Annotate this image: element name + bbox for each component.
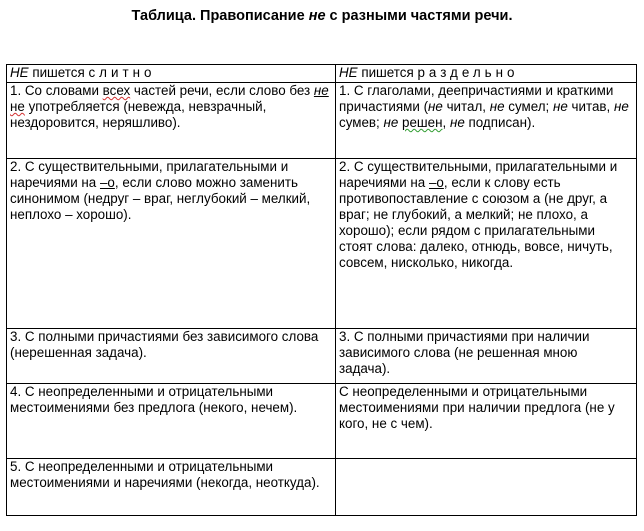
page-title xyxy=(0,8,644,24)
rule-cell-together-3: 3. С полными причастиями без зависимого слова (нерешенная задача). xyxy=(7,329,336,384)
header-cell-separate: НЕ пишется раздельно xyxy=(336,65,637,83)
rule-cell-together-4: 4. С неопределенными и отрицательными местоимениями без предлога (некого, нечем). xyxy=(7,384,336,459)
table-row xyxy=(7,459,637,516)
rule-cell-separate-5 xyxy=(336,459,637,516)
header-cell-together: НЕ пишется слитно xyxy=(7,65,336,83)
rule-cell-together-5: 5. С неопределенными и отрицательными местоимениями и наречиями (некогда, неоткуда). xyxy=(7,459,336,516)
table-row xyxy=(7,384,637,459)
table-row xyxy=(7,329,637,384)
rule-cell-separate-1: 1. С глаголами, деепричастиями и краткими причастиями (не читал, не сумел; не читав, не сумев; не решен, не подписан). xyxy=(336,83,637,159)
rule-cell-separate-4: С неопределенными и отрицательными местоимениями при наличии предлога (не у кого, не с чем). xyxy=(336,384,637,459)
rule-cell-together-1: 1. Со словами всех частей речи, если слово без не не употребляется (невежда, невзрачный, нездоровится, неряшливо). xyxy=(7,83,336,159)
table-header-row xyxy=(7,65,637,83)
table-row xyxy=(7,159,637,329)
title-ne: не xyxy=(308,8,326,24)
rule-cell-separate-2: 2. С существительными, прилагательными и наречиями на –о, если к слову есть противопоставление с союзом а (не друг, а враг; не глубокий, а мелкий; не плохо, а хорошо); если рядом с прилагательными стоят слова: далеко, отнюдь, вовсе, ничуть, совсем, нисколько, никогда. xyxy=(336,159,637,329)
table-row xyxy=(7,83,637,159)
rule-cell-separate-3: 3. С полными причастиями при наличии зависимого слова (не решенная мною задача). xyxy=(336,329,637,384)
rule-cell-together-2: 2. С существительными, прилагательными и наречиями на –о, если слово можно заменить синонимом (недруг – враг, неглубокий – мелкий, неплохо – хорошо). xyxy=(7,159,336,329)
title-suffix: с разными частями речи. xyxy=(325,8,513,24)
title-prefix: Таблица. Правописание xyxy=(131,8,309,24)
spelling-rules-table xyxy=(6,64,637,516)
